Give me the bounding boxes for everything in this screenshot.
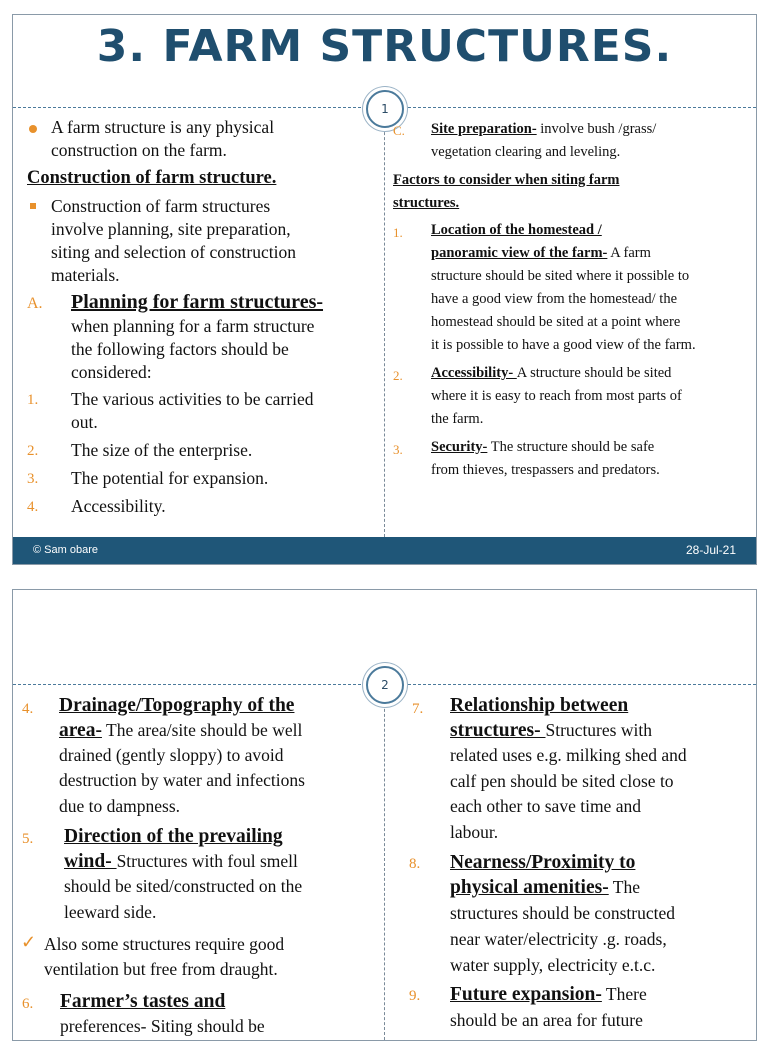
- text-line: siting and selection of construction: [51, 242, 296, 262]
- slide-footer: [13, 537, 756, 564]
- slide-number-badge: 2: [366, 666, 404, 704]
- list-number: 8.: [409, 856, 421, 872]
- section-heading: structures.: [393, 195, 460, 211]
- text-line: structure should be sited where it possible to: [431, 268, 690, 284]
- bullet-square-icon: [30, 203, 36, 209]
- bullet-dot-icon: [29, 125, 37, 133]
- text-span: There: [601, 984, 647, 1004]
- left-column: [13, 590, 384, 1040]
- text-line: where it is easy to reach from most parts of: [431, 388, 682, 404]
- list-number: 4.: [22, 701, 34, 717]
- text-line: should be an area for future: [450, 1010, 643, 1030]
- list-item: The potential for expansion.: [71, 468, 269, 488]
- text-line: construction on the farm.: [51, 140, 227, 160]
- list-number: 3.: [27, 471, 39, 487]
- text-span: The area/site should be well: [101, 720, 303, 740]
- list-number: 1.: [393, 225, 403, 240]
- text-line: [64, 851, 298, 873]
- list-number: 9.: [409, 988, 421, 1004]
- text-line: destruction by water and infections: [59, 770, 305, 790]
- text-span: The: [608, 877, 640, 897]
- list-number: 7.: [412, 701, 424, 717]
- text-line: from thieves, trespassers and predators.: [431, 462, 660, 478]
- list-item: The size of the enterprise.: [71, 440, 253, 460]
- text-span: The structure should be safe: [487, 439, 655, 455]
- slide-2: [12, 589, 757, 1041]
- text-line: [431, 365, 671, 382]
- text-span: involve bush /grass/: [536, 121, 657, 137]
- text-line: [431, 245, 651, 262]
- text-line: Also some structures require good: [44, 934, 285, 954]
- text-line: labour.: [450, 822, 499, 842]
- text-line: [59, 720, 302, 742]
- text-line: have a good view from the homestead/ the: [431, 291, 678, 307]
- subheading: Relationship between: [450, 695, 629, 716]
- text-line: involve planning, site preparation,: [51, 219, 291, 239]
- text-line: it is possible to have a good view of the farm.: [431, 337, 696, 353]
- slide-number-badge: 1: [366, 90, 404, 128]
- section-heading: Factors to consider when siting farm: [393, 172, 620, 188]
- subheading: Site preparation-: [431, 121, 537, 137]
- text-line: related uses e.g. milking shed and: [450, 745, 687, 765]
- text-span: Structures with: [545, 720, 652, 740]
- list-number: 2.: [393, 368, 403, 383]
- list-number: 3.: [393, 442, 403, 457]
- text-line: considered:: [71, 362, 152, 382]
- list-marker: A.: [27, 295, 43, 312]
- text-line: should be sited/constructed on the: [64, 876, 303, 896]
- text-line: [450, 877, 640, 899]
- subheading: Direction of the prevailing: [64, 826, 283, 847]
- text-line: calf pen should be sited close to: [450, 771, 674, 791]
- text-line: near water/electricity .g. roads,: [450, 929, 667, 949]
- text-line: water supply, electricity e.t.c.: [450, 955, 656, 975]
- list-item: Accessibility.: [71, 496, 166, 516]
- subheading: Security-: [431, 439, 488, 455]
- subheading: structures-: [450, 720, 546, 741]
- list-item: out.: [71, 412, 98, 432]
- subheading: Farmer’s tastes and: [60, 991, 226, 1012]
- section-heading: Construction of farm structure.: [27, 168, 277, 188]
- text-line: preferences- Siting should be: [60, 1016, 265, 1036]
- right-column: [384, 590, 756, 1040]
- subheading: wind-: [64, 851, 117, 872]
- text-line: [450, 984, 647, 1006]
- text-line: when planning for a farm structure: [71, 316, 315, 336]
- text-line: structures should be constructed: [450, 903, 676, 923]
- list-number: 1.: [27, 392, 39, 408]
- list-number: 4.: [27, 499, 39, 515]
- text-line: homestead should be sited at a point where: [431, 314, 681, 330]
- subheading: Future expansion-: [450, 984, 602, 1005]
- subheading: Planning for farm structures-: [71, 291, 324, 313]
- slide-1: [12, 14, 757, 565]
- text-line: [450, 720, 652, 742]
- copyright-text: © Sam obare: [33, 544, 98, 556]
- text-span: A structure should be sited: [516, 365, 672, 381]
- text-line: each other to save time and: [450, 796, 641, 816]
- text-line: ventilation but free from draught.: [44, 959, 278, 979]
- text-line: the following factors should be: [71, 339, 289, 359]
- checkmark-icon: ✓: [21, 932, 37, 952]
- text-line: A farm structure is any physical: [51, 117, 275, 137]
- list-item: The various activities to be carried: [71, 389, 314, 409]
- text-line: Construction of farm structures: [51, 196, 271, 216]
- list-marker: C.: [393, 123, 405, 138]
- subheading: physical amenities-: [450, 877, 609, 898]
- slide-title: 3. FARM STRUCTURES.: [96, 21, 673, 72]
- text-line: materials.: [51, 265, 120, 285]
- subheading: Drainage/Topography of the: [59, 695, 295, 716]
- left-column: [13, 15, 384, 535]
- list-number: 5.: [22, 831, 34, 847]
- text-line: [431, 121, 656, 138]
- text-span: Structures with foul smell: [116, 851, 298, 871]
- text-line: vegetation clearing and leveling.: [431, 144, 621, 160]
- text-line: drained (gently sloppy) to avoid: [59, 745, 284, 765]
- text-line: [431, 439, 654, 456]
- text-line: due to dampness.: [59, 796, 181, 816]
- list-number: 6.: [22, 996, 34, 1012]
- text-line: the farm.: [431, 411, 484, 427]
- subheading: area-: [59, 720, 102, 741]
- date-text: 28-Jul-21: [685, 543, 736, 557]
- subheading: panoramic view of the farm-: [431, 245, 608, 261]
- subheading: Location of the homestead /: [431, 222, 602, 238]
- right-column: [384, 15, 756, 535]
- subheading: Accessibility-: [431, 365, 517, 381]
- text-span: A farm: [607, 245, 651, 261]
- list-number: 2.: [27, 443, 39, 459]
- subheading: Nearness/Proximity to: [450, 852, 636, 873]
- text-line: leeward side.: [64, 902, 157, 922]
